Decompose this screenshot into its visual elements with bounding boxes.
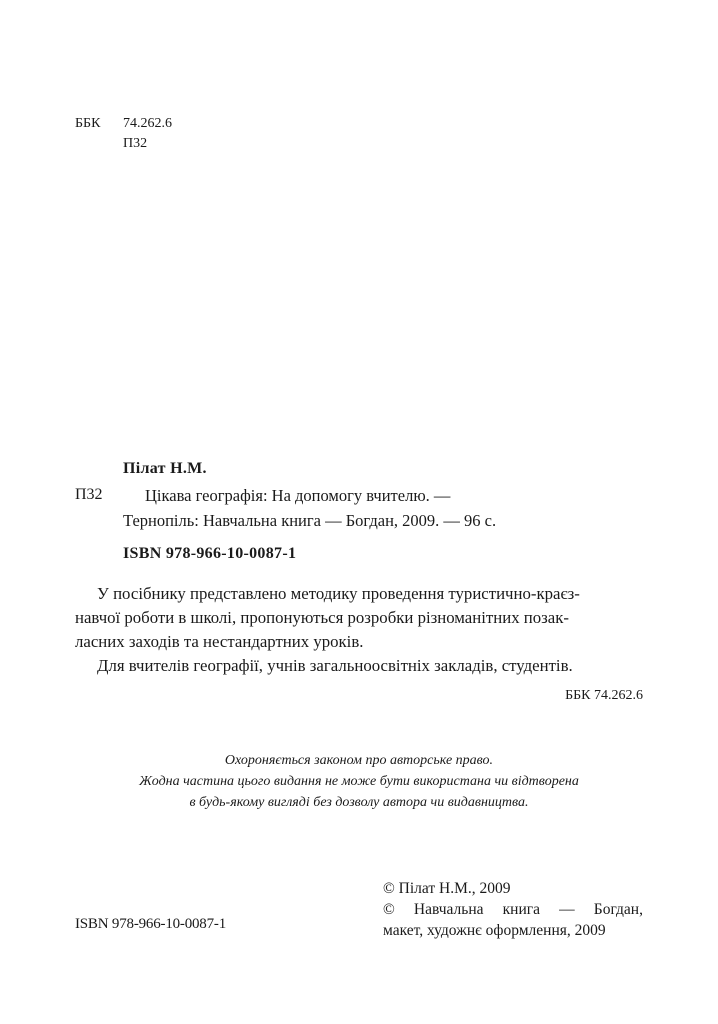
annotation-line: навчої роботи в школі, пропонуються розробки різноманітних позак- xyxy=(75,608,569,627)
annotation xyxy=(75,582,643,678)
isbn-main: ISBN 978-966-10-0087-1 xyxy=(123,545,297,562)
catalog-cutter: П32 xyxy=(75,486,103,503)
annotation-line: ласних заходів та нестандартних уроків. xyxy=(75,632,364,651)
bbk-bottom: ББК 74.262.6 xyxy=(565,688,643,703)
audience-line: Для вчителів географії, учнів загальноосвітніх закладів, студентів. xyxy=(97,656,573,675)
bbk-label: ББК xyxy=(75,116,101,131)
copyright-author: © Пілат Н.М., 2009 xyxy=(383,880,511,897)
copyright-holders xyxy=(383,878,643,941)
copyright-publisher xyxy=(383,899,643,920)
isbn-bottom: ISBN 978-966-10-0087-1 xyxy=(75,916,227,932)
imprint-line: Тернопіль: Навчальна книга — Богдан, 2009. — 96 с. xyxy=(123,511,497,530)
bbk-cutter: П32 xyxy=(123,136,148,151)
bbk-code: 74.262.6 xyxy=(123,116,172,131)
annotation-line: У посібнику представлено методику проведення туристично-краєз- xyxy=(97,584,580,603)
copyright-word: Богдан, xyxy=(593,901,643,918)
copyright-design: макет, художнє оформлення, 2009 xyxy=(383,922,606,939)
copyright-notice-line: Жодна частина цього видання не може бути використана чи відтворена xyxy=(139,774,579,789)
book-title-line: Цікава географія: На допомогу вчителю. — xyxy=(145,486,451,505)
copyright-word: книга xyxy=(502,901,541,918)
copyright-notice-line: Охороняється законом про авторське право. xyxy=(224,753,494,768)
copyright-word: Навчальна xyxy=(413,901,484,918)
copyright-word: © xyxy=(383,901,395,918)
copyright-notice xyxy=(75,750,643,813)
copyright-notice-line: в будь-якому вигляді без дозволу автора чи видавництва. xyxy=(189,795,529,810)
author-name: Пілат Н.М. xyxy=(123,460,207,477)
annotation-paragraph xyxy=(75,582,643,654)
copyright-word: — xyxy=(559,901,575,918)
